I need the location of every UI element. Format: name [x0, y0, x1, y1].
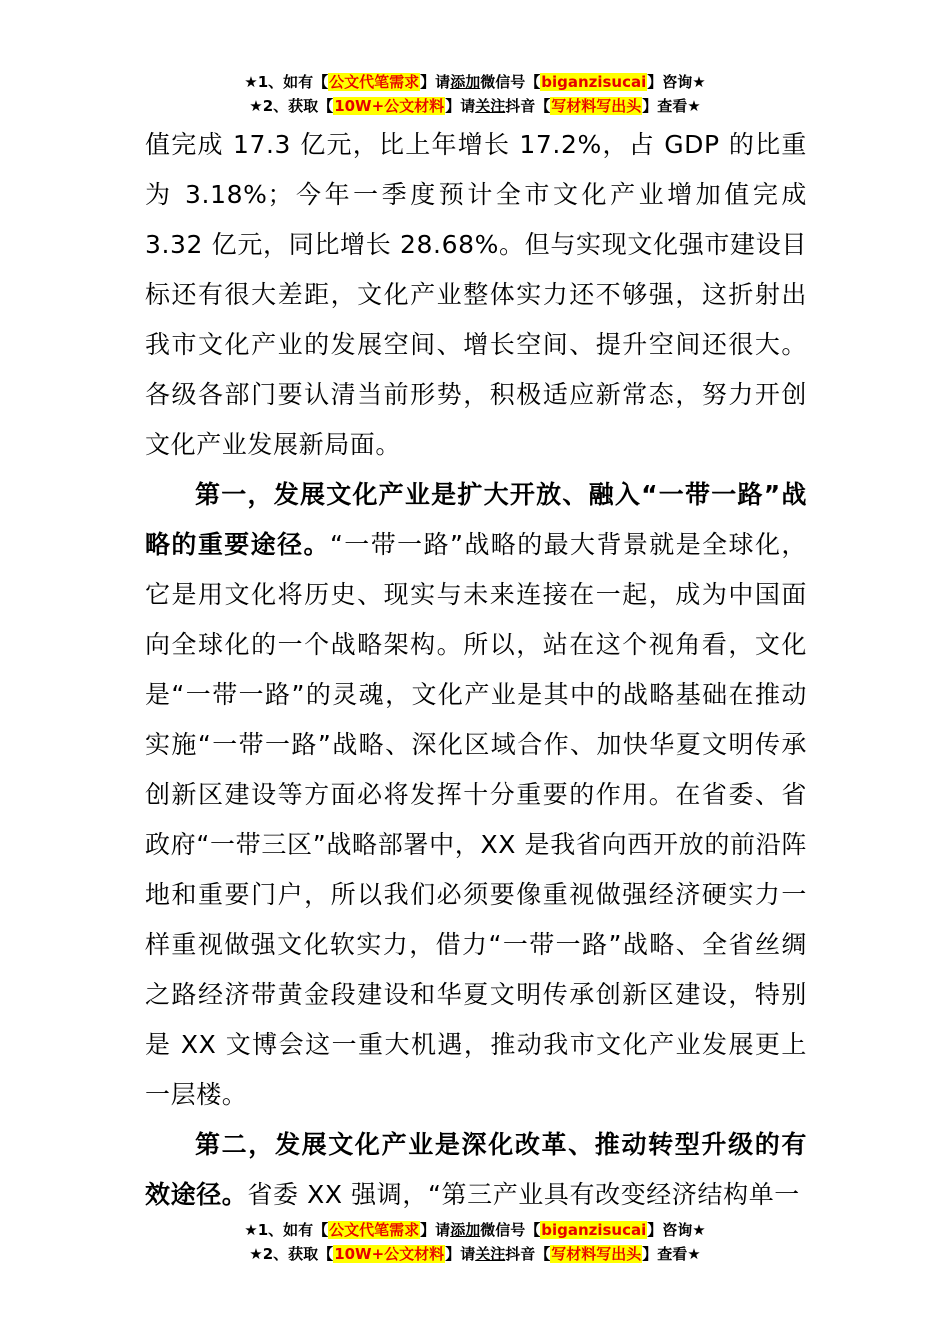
paragraph-3 — [145, 1120, 807, 1220]
banner-text: 】请 — [445, 97, 476, 115]
banner-text: 微信号【 — [480, 1221, 541, 1239]
banner-line-1 — [0, 1218, 950, 1242]
banner-text: 】请 — [420, 1221, 451, 1239]
paragraph-heading: 第二，发展文化产业是深化改革、推动转型升级的有效途径。 — [145, 1130, 807, 1209]
banner-text: ★1、如有【 — [244, 1221, 329, 1239]
banner-text: 】咨询★ — [647, 1221, 706, 1239]
banner-underlined: 添加 — [450, 73, 481, 91]
banner-highlight: 10W+公文材料 — [334, 97, 445, 115]
banner-text: ★2、获取【 — [249, 1245, 334, 1263]
banner-text: 】查看★ — [642, 1245, 701, 1263]
banner-text: 】请 — [420, 73, 451, 91]
banner-text: 抖音【 — [505, 1245, 551, 1263]
banner-highlight: 公文代笔需求 — [329, 73, 420, 91]
banner-highlight: 公文代笔需求 — [329, 1221, 420, 1239]
banner-highlight: 写材料写出头 — [551, 1245, 642, 1263]
paragraph-1: 值完成 17.3 亿元，比上年增长 17.2%，占 GDP 的比重为 3.18%；今年一季度预计全市文化产业增加值完成 3.32 亿元，同比增长 28.68%。但与实现文化强市建设目标还有很大差距，文化产业整体实力还不够强，这折射出我市文化产业的发展空间、增长空间、提升空间还很大。各级各部门要认清当前形势，积极适应新常态，努力开创文化产业发展新局面。 — [145, 130, 807, 459]
banner-text: 】咨询★ — [647, 73, 706, 91]
paragraph-text: 省委 XX 强调，“第三产业具有改变经济结构单一 — [247, 1180, 800, 1209]
header-banner — [0, 70, 950, 118]
banner-text: ★2、获取【 — [249, 97, 334, 115]
banner-line-2 — [0, 1242, 950, 1266]
banner-highlight: biganzisucai — [541, 73, 647, 91]
paragraph-text: “一带一路”战略的最大背景就是全球化，它是用文化将历史、现实与未来连接在一起，成为中国面向全球化的一个战略架构。所以，站在这个视角看，文化是“一带一路”的灵魂，文化产业是其中的战略基础在推动实施“一带一路”战略、深化区域合作、加快华夏文明传承创新区建设等方面必将发挥十分重要的作用。在省委、省政府“一带三区”战略部署中，XX 是我省向西开放的前沿阵地和重要门户，所以我们必须要像重视做强经济硬实力一样重视做强文化软实力，借力“一带一路”战略、全省丝绸之路经济带黄金段建设和华夏文明传承创新区建设，特别是 XX 文博会这一重大机遇，推动我市文化产业发展更上一层楼。 — [145, 530, 807, 1109]
banner-underlined: 关注 — [475, 97, 506, 115]
banner-text: 】请 — [445, 1245, 476, 1263]
banner-line-2 — [0, 94, 950, 118]
banner-underlined: 添加 — [450, 1221, 481, 1239]
banner-underlined: 关注 — [475, 1245, 506, 1263]
banner-highlight: 10W+公文材料 — [334, 1245, 445, 1263]
banner-text: 抖音【 — [505, 97, 551, 115]
document-body — [145, 120, 807, 1220]
banner-highlight: 写材料写出头 — [551, 97, 642, 115]
banner-text: 】查看★ — [642, 97, 701, 115]
banner-highlight: biganzisucai — [541, 1221, 647, 1239]
paragraph-heading: 第一，发展文化产业是扩大开放、融入“一带一路”战略的重要途径。 — [145, 480, 807, 559]
banner-text: ★1、如有【 — [244, 73, 329, 91]
paragraph-2 — [145, 470, 807, 1120]
banner-line-1 — [0, 70, 950, 94]
footer-banner — [0, 1218, 950, 1266]
banner-text: 微信号【 — [480, 73, 541, 91]
